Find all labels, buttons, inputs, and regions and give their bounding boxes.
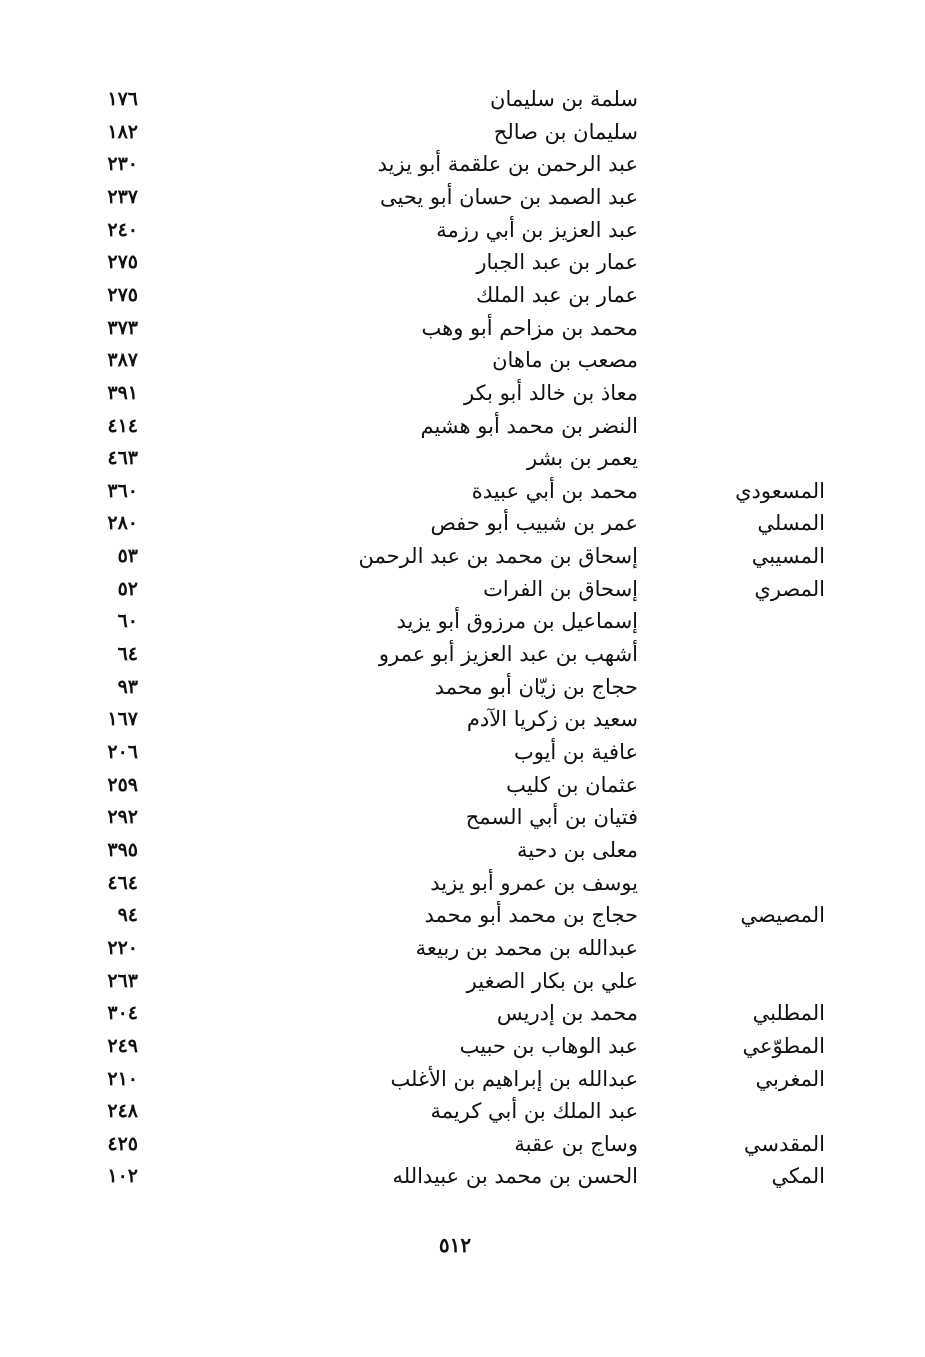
index-entry [0, 1128, 925, 1161]
entry-name: حجاج بن زيّان أبو محمد [434, 674, 638, 699]
entry-page: ١٦٧ [107, 708, 138, 731]
entry-name: عافية بن أيوب [513, 740, 638, 764]
entry-page: ٢٦٣ [107, 969, 138, 992]
index-entry [0, 573, 925, 606]
entry-page: ٣٦٠ [107, 479, 138, 502]
entry-nisba: المطلبي [752, 1001, 825, 1026]
index-entry [0, 769, 925, 802]
entry-page: ٢١٠ [107, 1067, 138, 1090]
entry-nisba: المكي [771, 1164, 825, 1189]
entry-page: ٣٩١ [107, 381, 138, 404]
index-entry [0, 703, 925, 736]
index-entry [0, 671, 925, 704]
entry-page: ٦٤ [117, 643, 138, 666]
page-number: ٥١٢ [438, 1233, 472, 1257]
index-entry [0, 344, 925, 377]
entry-page: ٢٧٥ [107, 251, 138, 274]
entry-page: ٥٢ [117, 577, 138, 600]
entry-name: عبدالله بن محمد بن ربيعة [415, 935, 638, 960]
index-entry [0, 1063, 925, 1096]
entry-page: ٢٢٠ [107, 936, 138, 959]
entry-page: ٦٠ [117, 610, 138, 633]
entry-name: إسحاق بن الفرات [483, 576, 638, 601]
index-entry [0, 638, 925, 671]
entry-page: ٤٦٣ [107, 447, 138, 470]
index-entry [0, 801, 925, 834]
entry-page: ١٠٢ [107, 1165, 138, 1188]
index-entry [0, 377, 925, 410]
entry-name: عثمان بن كليب [506, 772, 638, 797]
entry-page: ٢٣٧ [107, 185, 138, 208]
entry-page: ٢٧٥ [107, 283, 138, 306]
entry-name: وساج بن عقبة [514, 1131, 638, 1156]
entry-name: النضر بن محمد أبو هشيم [420, 413, 638, 438]
entry-name: فتيان بن أبي السمح [465, 805, 638, 830]
entry-name: سلمة بن سليمان [490, 87, 638, 111]
entry-name: سليمان بن صالح [493, 119, 638, 144]
entry-nisba: المصيصي [740, 903, 825, 928]
entry-name: عمار بن عبد الملك [476, 282, 638, 307]
entry-name: أشهب بن عبد العزيز أبو عمرو [378, 642, 638, 667]
entry-name: عبدالله بن إبراهيم بن الأغلب [390, 1066, 638, 1091]
index-entry [0, 475, 925, 508]
entry-nisba: المطوّعي [742, 1033, 825, 1058]
entry-page: ٢٥٩ [107, 773, 138, 796]
entry-page: ٢٩٢ [107, 806, 138, 829]
entry-name: عبد الملك بن أبي كريمة [430, 1099, 638, 1124]
entry-nisba: المسيبي [751, 544, 825, 569]
index-entry [0, 605, 925, 638]
index-entry [0, 1160, 925, 1193]
entry-name: إسحاق بن محمد بن عبد الرحمن [358, 544, 638, 569]
index-entry [0, 116, 925, 149]
entry-name: إسماعيل بن مرزوق أبو يزيد [396, 609, 638, 634]
entry-nisba: المغربي [755, 1066, 825, 1091]
index-entry [0, 736, 925, 769]
entry-name: يوسف بن عمرو أبو يزيد [430, 870, 638, 895]
index-entry [0, 410, 925, 443]
entry-page: ١٨٢ [107, 120, 138, 143]
index-entry [0, 1095, 925, 1128]
entry-name: محمد بن إدريس [496, 1001, 638, 1026]
index-entry [0, 214, 925, 247]
entry-page: ٩٣ [117, 675, 138, 698]
entry-name: معلى بن دحية [517, 837, 638, 862]
entry-page: ١٧٦ [107, 88, 138, 110]
index-entry [0, 312, 925, 345]
index-entry [0, 181, 925, 214]
entry-page: ٢٣٠ [107, 153, 138, 176]
entry-name: عبد الوهاب بن حبيب [459, 1033, 638, 1058]
index-entry [0, 1030, 925, 1063]
entry-nisba: المقدسي [743, 1131, 825, 1156]
index-entry [0, 148, 925, 181]
entry-name: عبد الرحمن بن علقمة أبو يزيد [377, 152, 638, 177]
entry-nisba: المسلي [757, 511, 825, 536]
index-entry [0, 246, 925, 279]
entry-page: ٢٨٠ [107, 512, 138, 535]
entry-name: محمد بن مزاحم أبو وهب [421, 315, 638, 340]
entry-name: عبد الصمد بن حسان أبو يحيى [379, 184, 638, 209]
index-entry [0, 279, 925, 312]
entry-page: ٤١٤ [107, 414, 138, 437]
entry-page: ٩٤ [117, 904, 138, 927]
entry-page: ٣٩٥ [107, 838, 138, 861]
entry-page: ٥٣ [117, 545, 138, 568]
entry-name: محمد بن أبي عبيدة [471, 478, 638, 503]
entry-nisba: المصري [754, 576, 825, 601]
entry-name: الحسن بن محمد بن عبيدالله [392, 1164, 638, 1189]
entry-page: ٤٢٥ [107, 1132, 138, 1155]
entry-page: ٢٤٨ [107, 1100, 138, 1123]
index-entry [0, 442, 925, 475]
entry-page: ٤٦٤ [107, 871, 138, 894]
index-entry [0, 965, 925, 998]
entry-page: ٣٠٤ [107, 1002, 138, 1025]
index-entry [0, 507, 925, 540]
entry-name: معاذ بن خالد أبو بكر [463, 380, 638, 405]
entry-name: عمار بن عبد الجبار [476, 250, 638, 275]
index-entry [0, 540, 925, 573]
index-entry [0, 997, 925, 1030]
entry-name: يعمر بن بشر [526, 446, 638, 471]
entry-page: ٣٧٣ [107, 316, 138, 339]
entry-name: علي بن بكار الصغير [466, 968, 638, 993]
entry-nisba: المسعودي [735, 478, 825, 503]
entry-page: ٣٨٧ [107, 349, 138, 372]
entry-name: عمر بن شبيب أبو حفص [430, 511, 638, 536]
index-entry [0, 83, 925, 116]
index-entry [0, 834, 925, 867]
entry-name: سعيد بن زكريا الآدم [466, 707, 638, 732]
entry-page: ٢٤٩ [107, 1034, 138, 1057]
entry-name: حجاج بن محمد أبو محمد [424, 903, 638, 928]
entry-page: ٢٤٠ [107, 218, 138, 241]
index-entry [0, 899, 925, 932]
index-entry [0, 932, 925, 965]
entry-name: عبد العزيز بن أبي رزمة [436, 217, 638, 242]
index-entry [0, 867, 925, 900]
entry-name: مصعب بن ماهان [492, 348, 638, 373]
entry-page: ٢٠٦ [107, 741, 138, 763]
